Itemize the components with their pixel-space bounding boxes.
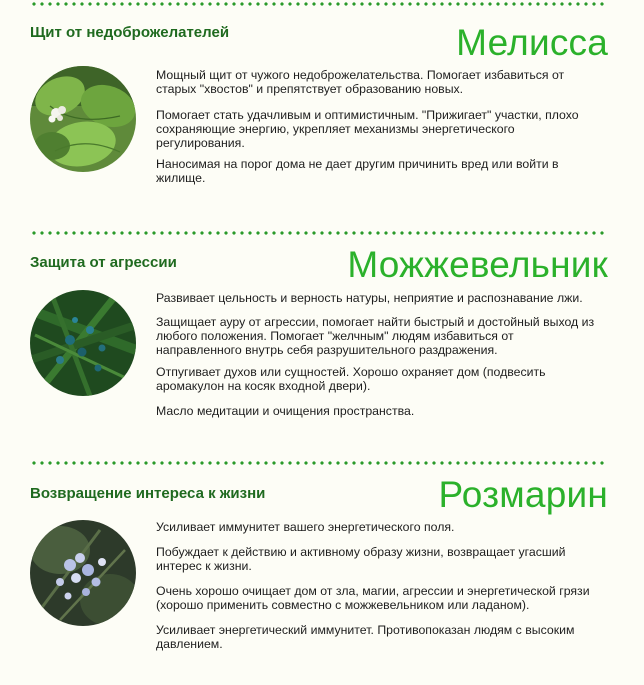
dotted-divider-1 xyxy=(30,231,608,235)
paragraph: Развивает цельность и верность натуры, неприятие и распознавание лжи. xyxy=(156,291,583,305)
paragraph: Наносимая на порог дома не дает другим причинить вред или войти в жилище. xyxy=(156,157,559,185)
dotted-divider-top xyxy=(30,2,608,6)
paragraph: Усиливает иммунитет вашего энергетического поля. xyxy=(156,520,455,534)
melissa-leaves-image xyxy=(30,66,136,172)
paragraph: Побуждает к действию и активному образу жизни, возвращает угасший интерес к жизни. xyxy=(156,545,566,573)
section-title: Розмарин xyxy=(438,474,608,515)
paragraph: Помогает стать удачливым и оптимистичным. "Прижигает" участки, плохо сохраняющие энергию, укрепляет механизмы энергетического регулирования. xyxy=(156,108,579,150)
dotted-divider-2 xyxy=(30,461,608,465)
section-title: Можжевельник xyxy=(347,244,608,285)
juniper-branch-image xyxy=(30,290,136,396)
paragraph: Масло медитации и очищения пространства. xyxy=(156,404,415,418)
paragraph: Мощный щит от чужого недоброжелательства. Помогает избавиться от старых "хвостов" и препятствует образованию новых. xyxy=(156,68,565,96)
section-title: Мелисса xyxy=(456,22,608,63)
section-subtitle: Щит от недоброжелателей xyxy=(30,24,230,41)
paragraph: Усиливает энергетический иммунитет. Противопоказан людям с высоким давлением. xyxy=(156,623,575,651)
paragraph: Отпугивает духов или сущностей. Хорошо охраняет дом (подвесить аромакулон на косяк входной двери). xyxy=(156,365,546,393)
rosemary-flowers-image xyxy=(30,520,136,626)
paragraph: Очень хорошо очищает дом от зла, магии, агрессии и энергетической грязи (хорошо применить совместно с можжевельником или ладаном). xyxy=(156,584,590,612)
section-subtitle: Возвращение интереса к жизни xyxy=(30,485,266,502)
section-subtitle: Защита от агрессии xyxy=(30,254,177,271)
paragraph: Защищает ауру от агрессии, помогает найти быстрый и достойный выход из любого положения. Помогает "желчным" людям избавиться от направленного внутрь себя разрушительного раздражения. xyxy=(156,315,595,357)
